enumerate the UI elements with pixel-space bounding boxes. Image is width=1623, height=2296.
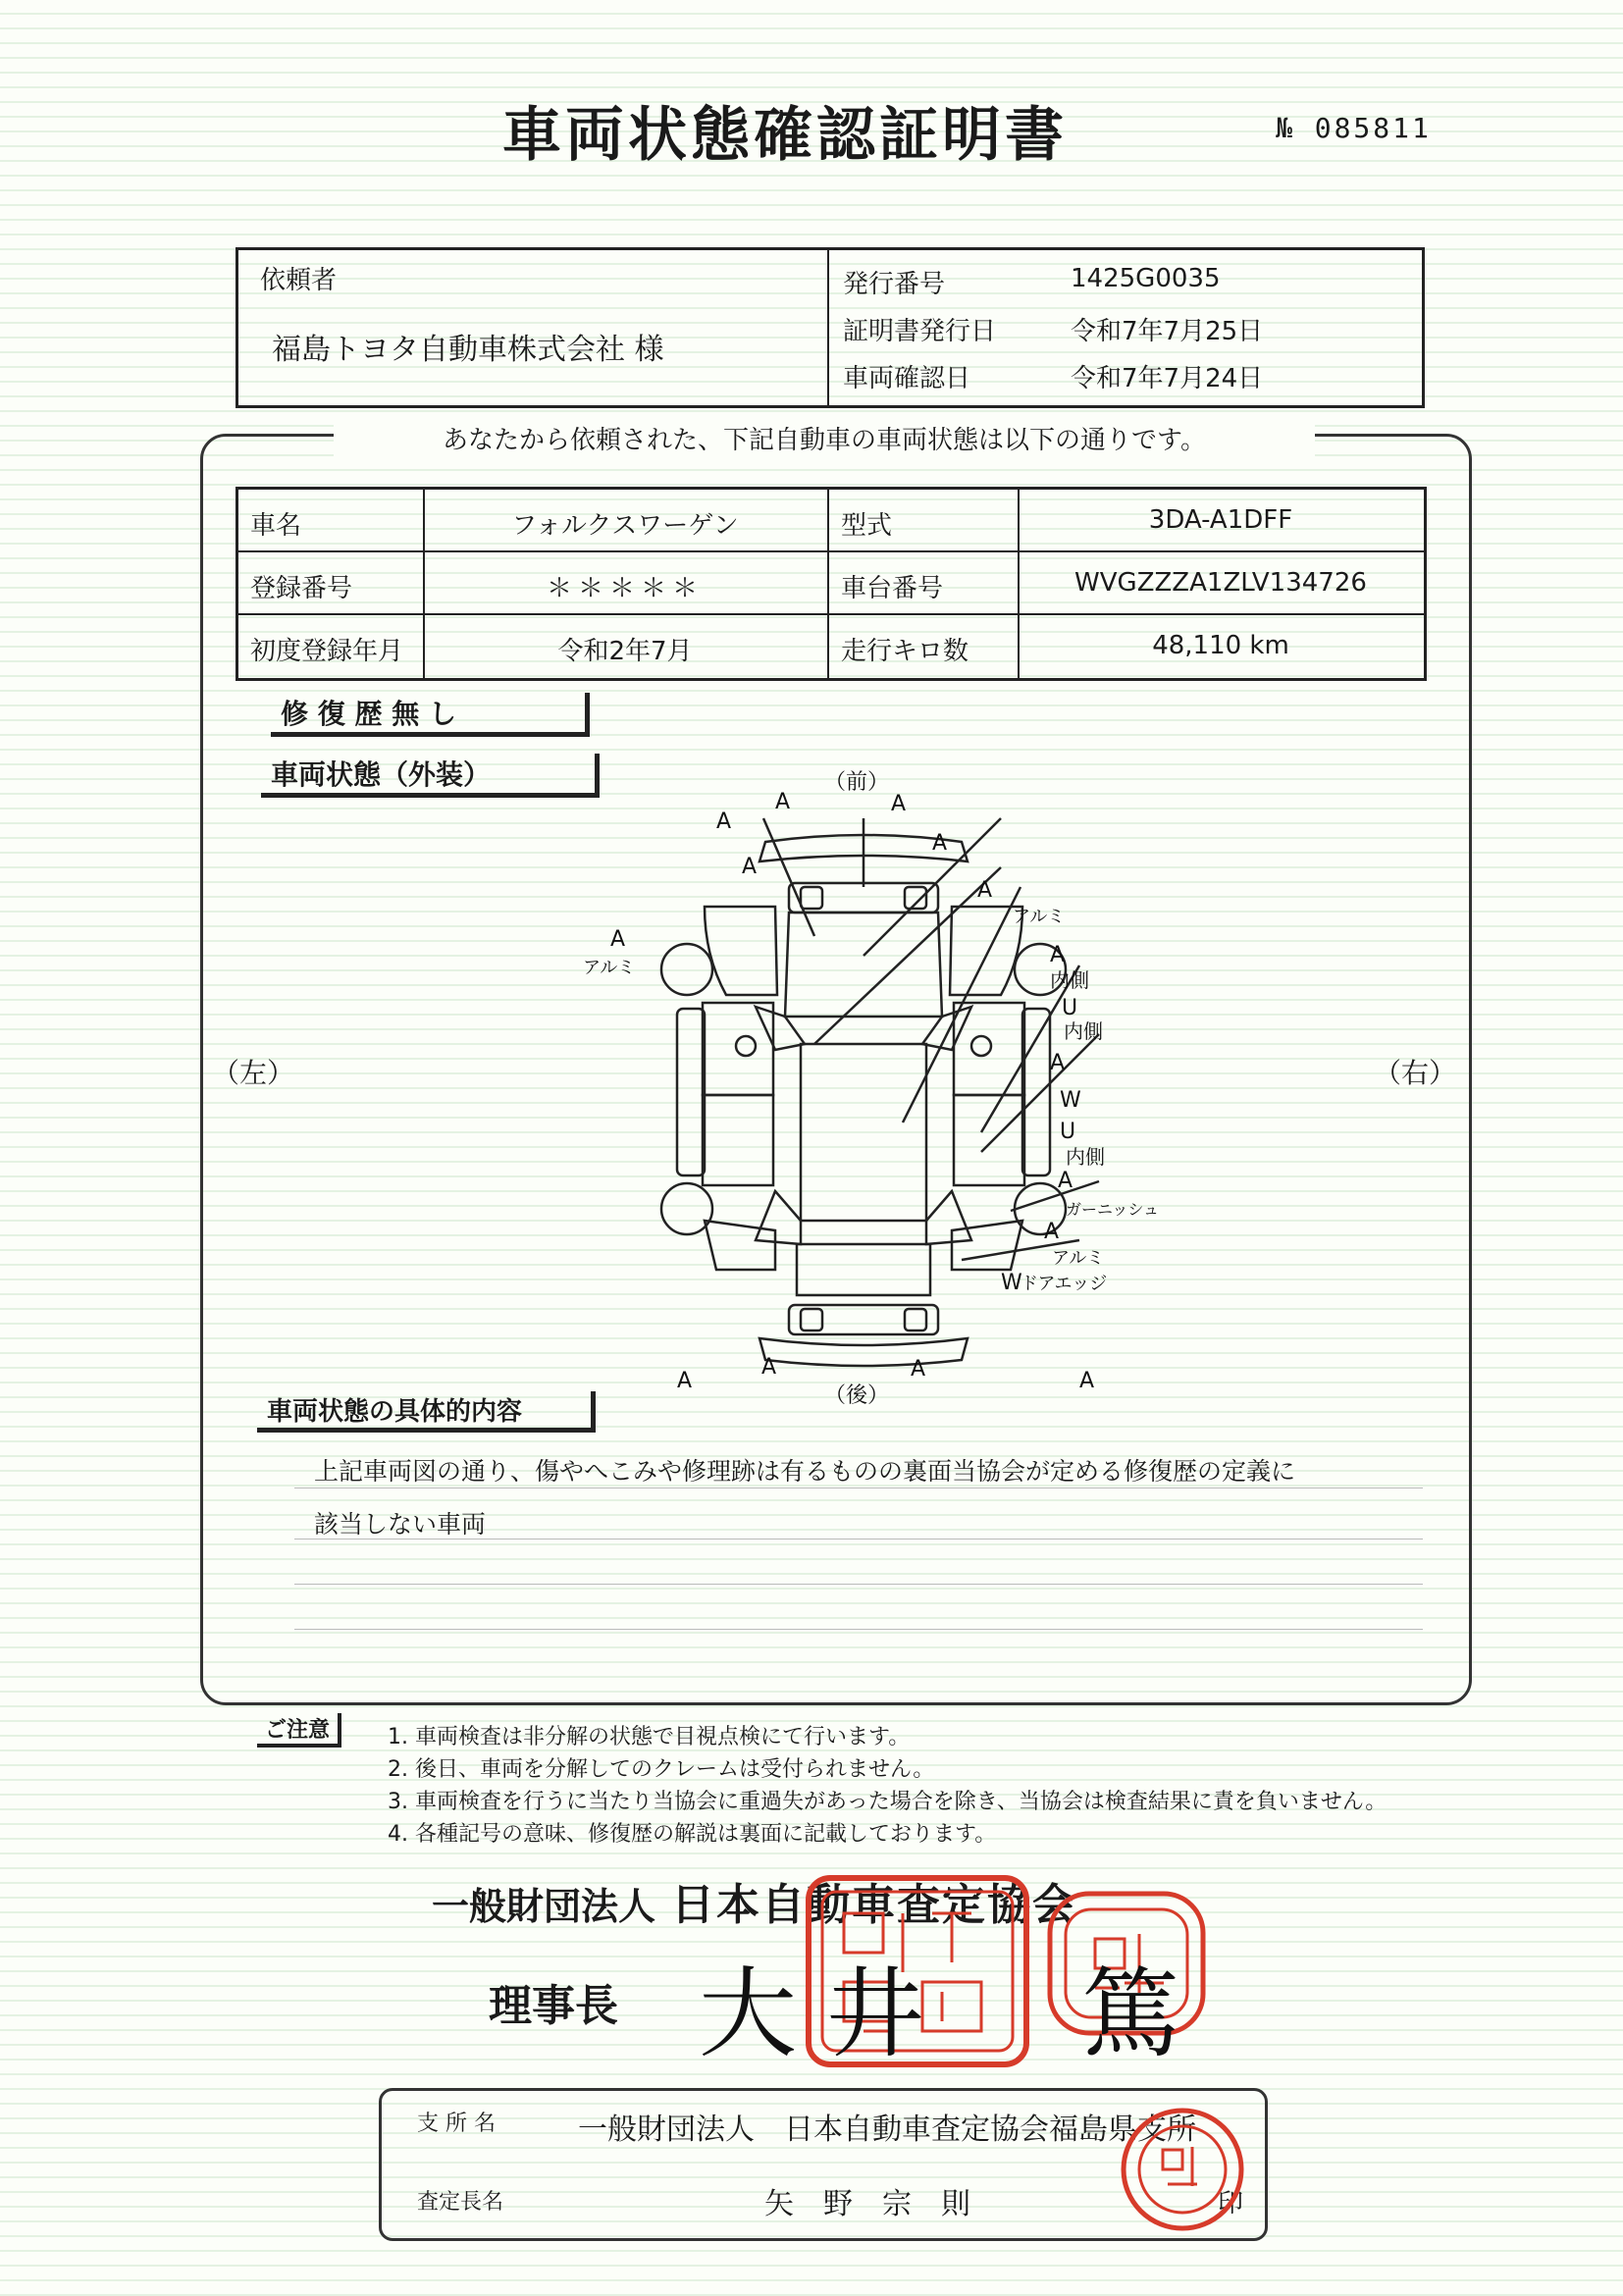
svg-text:A: A bbox=[1050, 1051, 1066, 1075]
seal-mark: 印 bbox=[1218, 2189, 1244, 2218]
vehicle-damage-diagram bbox=[530, 759, 1217, 1407]
mileage: 48,110 km bbox=[1152, 631, 1289, 660]
svg-text:アルミ: アルミ bbox=[583, 958, 636, 978]
first-registration: 令和2年7月 bbox=[557, 637, 693, 666]
svg-text:ドアエッジ: ドアエッジ bbox=[1021, 1274, 1108, 1294]
branch-seal bbox=[1119, 2106, 1246, 2233]
first-registration-label: 初度登録年月 bbox=[250, 637, 404, 666]
intro-text: あなたから依頼された、下記自動車の車両状態は以下の通りです。 bbox=[334, 420, 1315, 456]
chairman-title: 理事長 bbox=[489, 1981, 618, 2031]
repair-history-tab: 修 復 歴 無 し bbox=[271, 693, 590, 737]
svg-text:A: A bbox=[1044, 1220, 1060, 1244]
notice-item: 4. 各種記号の意味、修復歴の解説は裏面に記載しております。 bbox=[388, 1822, 997, 1847]
chairman-signature: 大井 篤 bbox=[699, 1957, 1209, 2071]
svg-text:A: A bbox=[891, 792, 907, 816]
inspector-name: 矢 野 宗 則 bbox=[764, 2187, 970, 2221]
svg-text:W: W bbox=[1001, 1271, 1022, 1295]
svg-text:内側: 内側 bbox=[1050, 968, 1089, 992]
svg-text:A: A bbox=[932, 831, 948, 856]
svg-text:A: A bbox=[610, 927, 626, 952]
svg-text:アルミ: アルミ bbox=[1052, 1248, 1105, 1269]
svg-text:内側: 内側 bbox=[1066, 1145, 1105, 1169]
issuer-org-name: 日本自動車査定協会 bbox=[671, 1880, 1078, 1930]
details-line-2: 該当しない車両 bbox=[314, 1510, 487, 1539]
vehicle-name: フォルクスワーゲン bbox=[511, 511, 739, 541]
notice-label: ご注意 bbox=[257, 1713, 341, 1748]
model-label: 型式 bbox=[841, 511, 893, 541]
document-number: № 085811 bbox=[1276, 112, 1432, 144]
svg-text:A: A bbox=[775, 790, 791, 814]
vehicle-name-label: 車名 bbox=[250, 511, 302, 541]
svg-text:A: A bbox=[677, 1369, 693, 1393]
vehicle-table bbox=[236, 487, 1427, 681]
document-title: 車両状態確認証明書 bbox=[502, 101, 1068, 170]
issuer-org-prefix: 一般財団法人 bbox=[432, 1885, 656, 1928]
svg-text:ガーニッシュ: ガーニッシュ bbox=[1066, 1200, 1160, 1219]
notice-list bbox=[388, 1721, 1387, 1851]
issue-number: 1425G0035 bbox=[1071, 264, 1221, 293]
issue-date-label: 証明書発行日 bbox=[843, 317, 997, 346]
rear-label: （後） bbox=[824, 1383, 890, 1407]
svg-text:A: A bbox=[911, 1357, 926, 1382]
notice-item: 1. 車両検査は非分解の状態で目視点検にて行います。 bbox=[388, 1725, 911, 1749]
right-side-label: （右） bbox=[1374, 1057, 1457, 1089]
details-line-1: 上記車両図の通り、傷やへこみや修理跡は有るものの裏面当協会が定める修復歴の定義に bbox=[314, 1457, 1296, 1486]
exterior-condition-tab: 車両状態（外装） bbox=[261, 754, 600, 798]
request-table bbox=[236, 247, 1425, 408]
svg-text:A: A bbox=[1079, 1369, 1095, 1393]
issue-number-label: 発行番号 bbox=[843, 270, 946, 299]
front-label: （前） bbox=[824, 770, 890, 795]
check-date: 令和7年7月24日 bbox=[1071, 364, 1264, 393]
notice-item: 2. 後日、車両を分解してのクレームは受付られません。 bbox=[388, 1757, 935, 1782]
client-name: 福島トヨタ自動車株式会社 様 bbox=[272, 333, 664, 367]
details-tab: 車両状態の具体的内容 bbox=[257, 1391, 596, 1433]
svg-text:A: A bbox=[716, 809, 732, 834]
registration-number: ＊＊＊＊＊ bbox=[546, 574, 704, 603]
left-side-label: （左） bbox=[212, 1057, 295, 1089]
svg-text:A: A bbox=[977, 878, 993, 903]
chassis-label: 車台番号 bbox=[841, 574, 944, 603]
model-code: 3DA-A1DFF bbox=[1148, 505, 1293, 535]
branch-label: 支 所 名 bbox=[417, 2112, 496, 2136]
branch-name: 一般財団法人 日本自動車査定協会福島県支所 bbox=[578, 2113, 1196, 2147]
svg-text:U: U bbox=[1062, 996, 1078, 1020]
registration-label: 登録番号 bbox=[250, 574, 353, 603]
svg-text:A: A bbox=[1058, 1169, 1073, 1193]
svg-text:A: A bbox=[761, 1355, 777, 1380]
svg-text:内側: 内側 bbox=[1064, 1019, 1103, 1043]
notice-item: 3. 車両検査を行うに当たり当協会に重過失があった場合を除き、当協会は検査結果に責を負いません。 bbox=[388, 1790, 1387, 1814]
check-date-label: 車両確認日 bbox=[843, 364, 971, 393]
chassis-number: WVGZZZA1ZLV134726 bbox=[1074, 568, 1367, 598]
svg-text:A: A bbox=[742, 855, 758, 879]
issue-date: 令和7年7月25日 bbox=[1071, 317, 1264, 346]
client-label: 依頼者 bbox=[260, 266, 338, 295]
svg-text:アルミ: アルミ bbox=[1013, 907, 1066, 927]
svg-text:W: W bbox=[1060, 1088, 1081, 1113]
inspector-label: 査定長名 bbox=[417, 2190, 504, 2215]
svg-text:U: U bbox=[1060, 1120, 1076, 1144]
svg-text:A: A bbox=[1050, 943, 1066, 967]
mileage-label: 走行キロ数 bbox=[841, 637, 969, 666]
